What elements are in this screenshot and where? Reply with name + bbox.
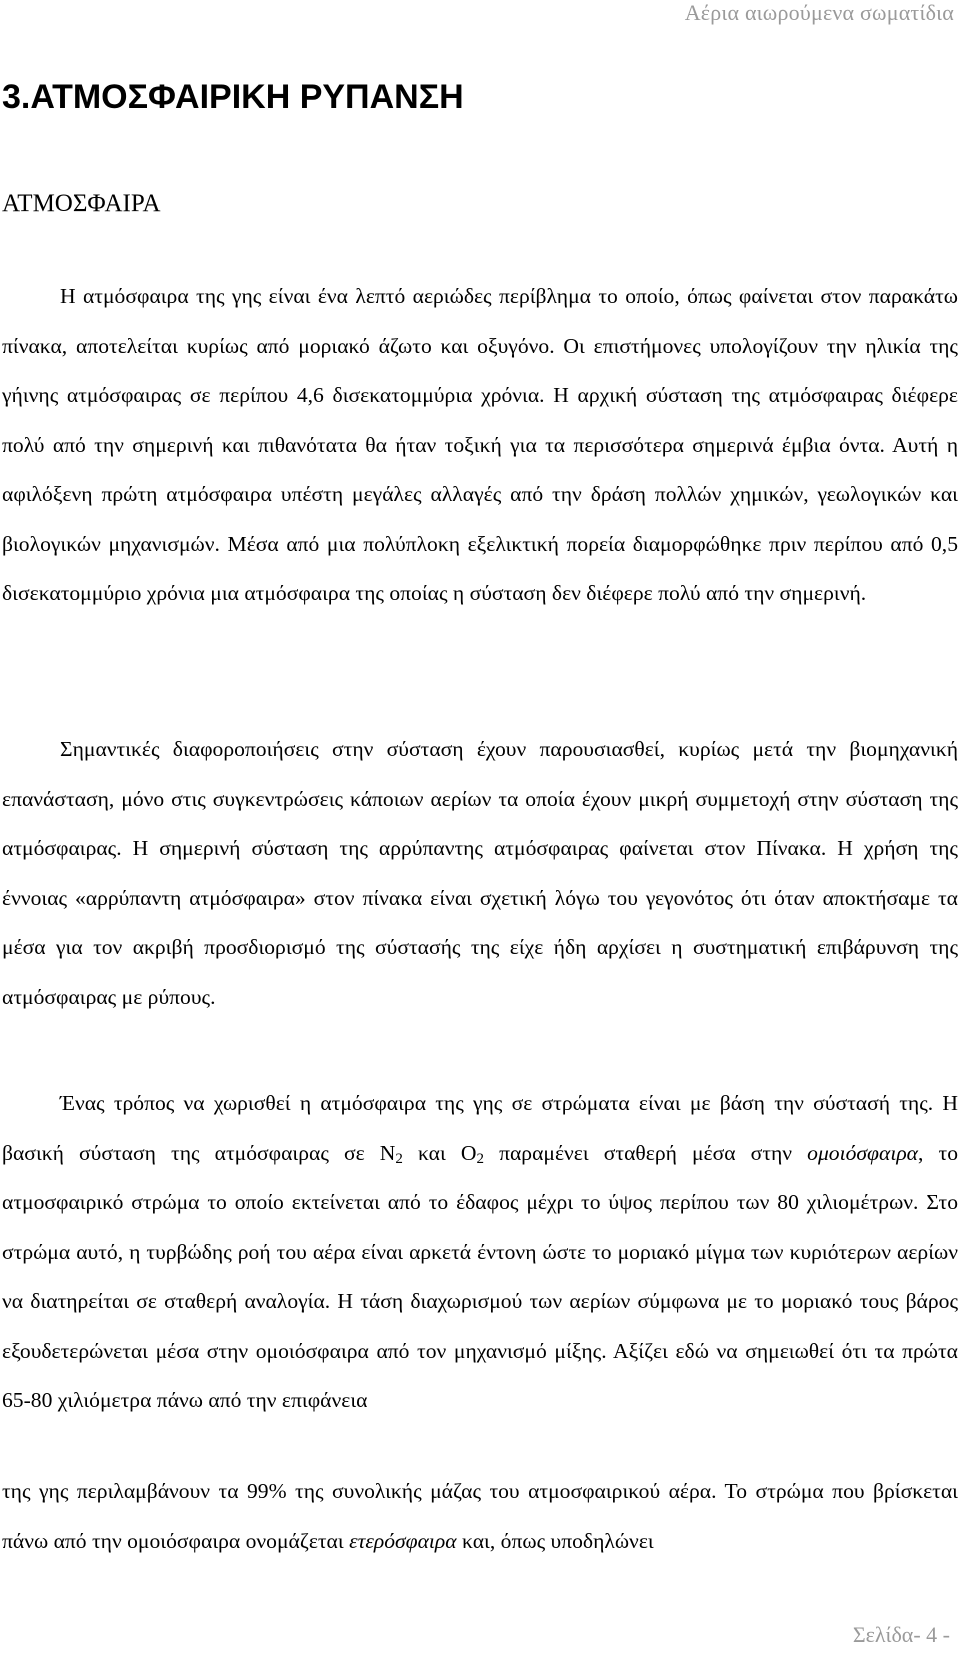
page-number: Σελίδα- 4 - <box>852 1622 950 1647</box>
paragraph-3-text-a: Ένας τρόπος να χωρισθεί η ατμόσφαιρα της γης σε στρώματα είναι με βάση την σύστασή της. Η βασική σύσταση της ατμόσφαιρας σε N <box>2 1091 958 1165</box>
paragraph-3 <box>2 1079 958 1426</box>
paragraph-3-text-b: και O <box>402 1140 477 1165</box>
paragraph-1: Η ατμόσφαιρα της γης είναι ένα λεπτό αεριώδες περίβλημα το οποίο, όπως φαίνεται στον παρακάτω πίνακα, αποτελείται κυρίως από μοριακό άζωτο και οξυγόνο. Οι επιστήμονες υπολογίζουν την ηλικία της γήινης ατμόσφαιρας σε περίπου 4,6 δισεκατομμύρια χρόνια. Η αρχική σύσταση της ατμόσφαιρας διέφερε πολύ από την σημερινή και πιθανότατα θα ήταν τοξική για τα περισσότερα σημερινά έμβια όντα. Αυτή η αφιλόξενη πρώτη ατμόσφαιρα υπέστη μεγάλες αλλαγές από την δράση πολλών χημικών, γεωλογικών και βιολογικών μηχανισμών. Μέσα από μια πολύπλοκη εξελικτική πορεία διαμορφώθηκε πριν περίπου από 0,5 δισεκατομμύριο χρόνια μια ατμόσφαιρα της οποίας η σύσταση δεν διέφερε πολύ από την σημερινή. <box>2 284 958 605</box>
running-header: Αέρια αιωρούμενα σωματίδια <box>684 0 954 25</box>
term-heterosphere: ετερόσφαιρα <box>349 1528 457 1553</box>
paragraph-3-text-d: , το ατμοσφαιρικό στρώμα το οποίο εκτείνεται από το έδαφος μέχρι το ύψος περίπου των 80 χιλιομέτρων. Στο στρώμα αυτό, η τυρβώδης ροή του αέρα είναι αρκετά έντονη ώστε το μοριακό μίγμα των κυριότερων αερίων να διατηρείται σε σταθερή αναλογία. Η τάση διαχωρισμού των αερίων σύμφωνα με το μοριακό τους βάρος εξουδετερώνεται μέσα στην ομοιόσφαιρα από τον μηχανισμό μίξης. Αξίζει εδώ να σημειωθεί ότι τα πρώτα 65-80 χιλιόμετρα πάνω από την επιφάνεια <box>2 1140 958 1412</box>
paragraph-4 <box>2 1467 958 1566</box>
o2-subscript: 2 <box>476 1150 484 1167</box>
paragraph-4-text-b: και, όπως υποδηλώνει <box>456 1528 654 1553</box>
n2-subscript: 2 <box>395 1150 403 1167</box>
paragraph-3-text-c: παραμένει σταθερή μέσα στην <box>483 1140 808 1165</box>
paragraph-4-text-a: της γης περιλαμβάνουν τα 99% της συνολικής μάζας του ατμοσφαιρικού αέρα. Το στρώμα που βρίσκεται πάνω από την ομοιόσφαιρα ονομάζεται <box>2 1479 958 1553</box>
section-title: ΑΤΜΟΣΦΑΙΡΑ <box>2 190 161 217</box>
term-homosphere: ομοιόσφαιρα <box>807 1140 919 1165</box>
paragraph-2: Σημαντικές διαφοροποιήσεις στην σύσταση έχουν παρουσιασθεί, κυρίως μετά την βιομηχανική επανάσταση, μόνο στις συγκεντρώσεις κάποιων αερίων τα οποία έχουν μικρή συμμετοχή στην σύσταση της ατμόσφαιρας. Η σημερινή σύσταση της αρρύπαντης ατμόσφαιρας φαίνεται στον Πίνακα. Η χρήση της έννοιας «αρρύπαντη ατμόσφαιρα» στον πίνακα είναι σχετική λόγω του γεγονότος ότι όταν αποκτήσαμε τα μέσα για τον ακριβή προσδιορισμό της σύστασής της είχε ήδη αρχίσει η συστηματική επιβάρυνση της ατμόσφαιρας με ρύπους. <box>2 737 958 1009</box>
chapter-title: 3.ΑΤΜΟΣΦΑΙΡΙΚΗ ΡΥΠΑΝΣΗ <box>2 78 464 116</box>
